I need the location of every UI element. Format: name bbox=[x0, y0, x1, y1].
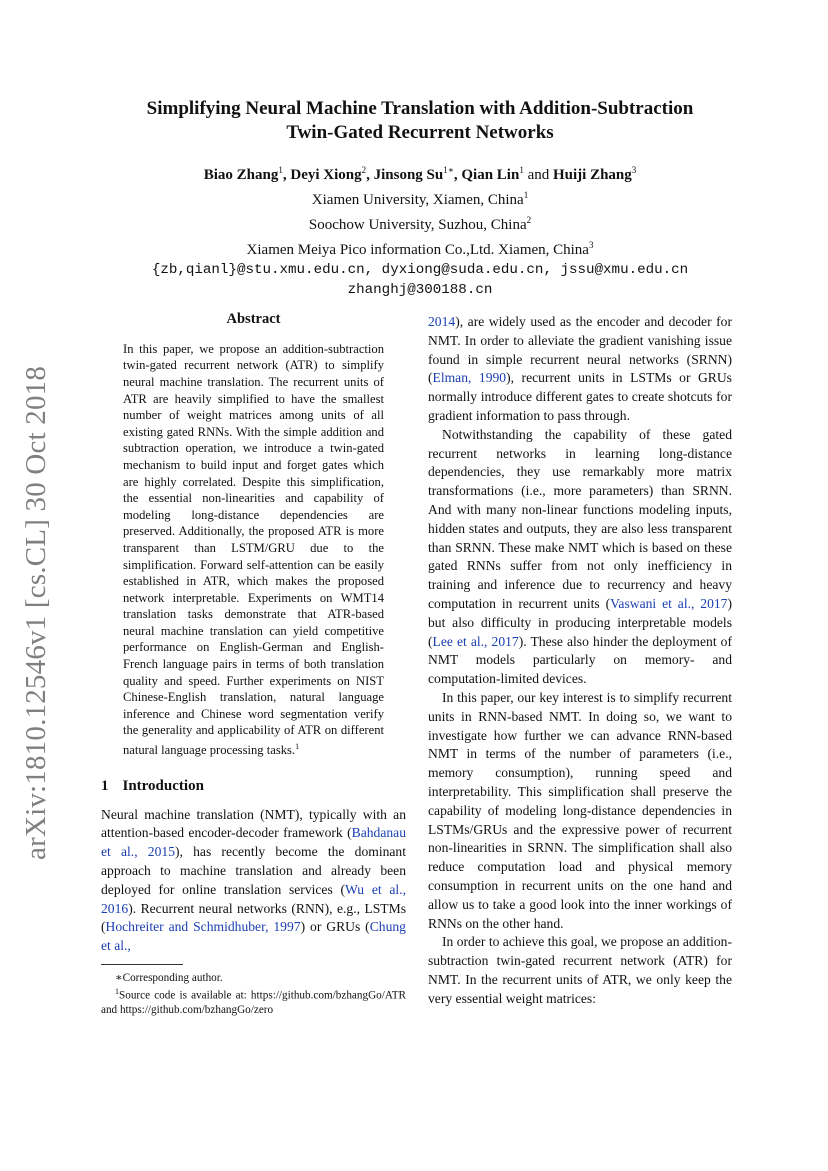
author-emails: {zb,qianl}@stu.xmu.edu.cn, dyxiong@suda.edu.cn, jssu@xmu.edu.cn bbox=[151, 262, 689, 278]
author-affiliation-mark: 3 bbox=[631, 165, 637, 175]
author-name: Jinsong Su bbox=[373, 167, 444, 183]
paragraph-text: ), are widely used as the encoder and decoder for NMT. In order to alleviate the gradient vanishing issue found in simple recurrent neural networks (SRNN) ( bbox=[428, 314, 732, 386]
abstract-heading: Abstract bbox=[226, 311, 281, 327]
paragraph-text: ). Recurrent neural networks (RNN), e.g., LSTMs ( bbox=[101, 900, 406, 935]
title-line-1: Simplifying Neural Machine Translation with Addition-Subtraction bbox=[146, 98, 694, 119]
author-separator: , bbox=[282, 167, 291, 183]
citation-link[interactable]: Hochreiter and Schmidhuber, 1997 bbox=[105, 919, 301, 935]
paragraph-text: ), has recently become the dominant approach to machine translation and already been deployed for online translation services ( bbox=[101, 844, 406, 897]
affiliation-text: Xiamen University, Xiamen, China bbox=[311, 192, 524, 208]
left-column bbox=[101, 310, 406, 1017]
author-block bbox=[90, 160, 750, 300]
citation-link[interactable]: Bahdanau et al., 2015 bbox=[101, 825, 406, 860]
paragraph-text: Notwithstanding the capability of these gated recurrent networks in learning long-distance dependencies, they use remarkably more matrix transformations (i.e., more parameters) than SRNN. And with many non-linear functions modeling inputs, hidden states and outputs, they are also less transparent than SRNN. These make NMT which is based on these gated RNNs suffer from not only inefficiency in training and inference due to recurrency and heavy computation in recurrent units ( bbox=[428, 426, 732, 611]
citation-link[interactable]: Lee et al., 2017 bbox=[432, 633, 519, 649]
citation-link[interactable]: Vaswani et al., 2017 bbox=[610, 595, 728, 611]
footnote-rule bbox=[101, 964, 183, 965]
affiliation-mark: 2 bbox=[526, 215, 532, 225]
footnote-mark: 1 bbox=[115, 987, 119, 996]
affiliation-text: Xiamen Meiya Pico information Co.,Ltd. Xiamen, China bbox=[246, 242, 589, 258]
arxiv-identifier: arXiv:1810.12546v1 [cs.CL] 30 Oct 2018 bbox=[20, 365, 52, 860]
footnote-source-code bbox=[101, 985, 406, 1017]
paper-title bbox=[100, 97, 740, 145]
footnote-mark: 1 bbox=[295, 742, 300, 752]
author-affiliation-mark: 1∗ bbox=[443, 165, 454, 175]
paragraph-text: ) but also difficulty in producing interpretable models ( bbox=[428, 595, 733, 649]
paragraph-text: Neural machine translation (NMT), typically with an attention-based encoder-decoder framework ( bbox=[101, 806, 406, 841]
abstract-text bbox=[123, 341, 384, 759]
author-separator: , bbox=[366, 167, 374, 183]
author-name: Huiji Zhang bbox=[552, 167, 632, 183]
author-name: Biao Zhang bbox=[203, 167, 279, 183]
author-name: Deyi Xiong bbox=[290, 167, 362, 183]
author-names bbox=[90, 160, 750, 185]
paragraph-text: ), recurrent units in LSTMs or GRUs normally introduce different gates to create shotcuts for gradient information to pass through. bbox=[428, 370, 732, 423]
author-name: Qian Lin bbox=[461, 167, 520, 183]
author-affiliation-mark: 2 bbox=[361, 165, 367, 175]
intro-paragraph bbox=[428, 313, 732, 426]
affiliation bbox=[90, 185, 750, 210]
affiliation bbox=[90, 210, 750, 235]
affiliation-mark: 1 bbox=[523, 190, 529, 200]
author-affiliation-mark: 1 bbox=[278, 165, 283, 175]
intro-paragraph: In order to achieve this goal, we propose an addition-subtraction twin-gated recurrent network (ATR) for NMT. In the recurrent units of ATR, we only keep the very essential weight matrices: bbox=[428, 934, 732, 1006]
paragraph-text: ) or GRUs ( bbox=[300, 919, 370, 935]
author-separator: , bbox=[453, 167, 462, 183]
author-emails: zhanghj@300188.cn bbox=[347, 282, 493, 298]
footnote-corresponding: ∗Corresponding author. bbox=[115, 972, 223, 984]
citation-link[interactable]: Elman, 1990 bbox=[432, 370, 507, 386]
title-line-2: Twin-Gated Recurrent Networks bbox=[286, 122, 554, 143]
intro-paragraph bbox=[101, 806, 406, 956]
section-title: Introduction bbox=[122, 777, 204, 794]
right-column bbox=[428, 313, 732, 1008]
affiliation-mark: 3 bbox=[588, 240, 594, 250]
affiliation-text: Soochow University, Suzhou, China bbox=[308, 217, 527, 233]
author-separator: and bbox=[523, 167, 553, 183]
section-heading bbox=[101, 777, 406, 796]
intro-paragraph: In this paper, our key interest is to simplify recurrent units in RNN-based NMT. In doing so, we want to investigate how further we can advance RNN-based NMT in terms of the number of parameters (i.e., memory consumption), running speed and interpretability. This simplification shall preserve the capability of modeling long-distance dependencies in LSTMs/GRUs and the expressive power of recurrent non-linearities in SRNN. The simplification shall also reduce computation load and physical memory consumption in recurrent units on the one hand and allow us to take a good look into the inner workings of RNNs on the other hand. bbox=[428, 689, 732, 931]
citation-link[interactable]: 2014 bbox=[428, 314, 456, 329]
affiliation bbox=[90, 235, 750, 260]
abstract-body: In this paper, we propose an addition-subtraction twin-gated recurrent network (ATR) to simplify neural machine translation. The recurrent units of ATR are heavily simplified to have the smallest number of weight matrices among units of all existing gated RNNs. With the simple addition and subtraction operation, we introduce a twin-gated mechanism to build input and forget gates which are highly correlated. Despite this simplification, the essential non-linearities and capability of modeling long-distance dependencies are preserved. Additionally, the proposed ATR is more transparent than LSTM/GRU due to the simplification. Forward self-attention can be easily established in ATR, which makes the proposed network interpretable. Experiments on WMT14 translation tasks demonstrate that ATR-based neural machine translation can yield competitive performance on English-German and English-French language pairs in terms of both translation quality and speed. Further experiments on NIST Chinese-English translation, natural language inference and Chinese word segmentation verify the generality and applicability of ATR on different natural language processing tasks. bbox=[123, 341, 384, 758]
author-affiliation-mark: 1 bbox=[519, 165, 524, 175]
intro-paragraph bbox=[428, 426, 732, 689]
section-number: 1 bbox=[101, 777, 109, 794]
citation-link[interactable]: Wu et al., 2016 bbox=[101, 881, 406, 916]
paragraph-text: ). These also hinder the deployment of NMT models particularly on memory- and computation-limited devices. bbox=[428, 633, 733, 687]
footnote-text: Source code is available at: https://github.com/bzhangGo/ATR and https://github.com/bzhangGo/zero bbox=[101, 989, 406, 1016]
citation-link[interactable]: Chung et al., bbox=[101, 919, 406, 954]
